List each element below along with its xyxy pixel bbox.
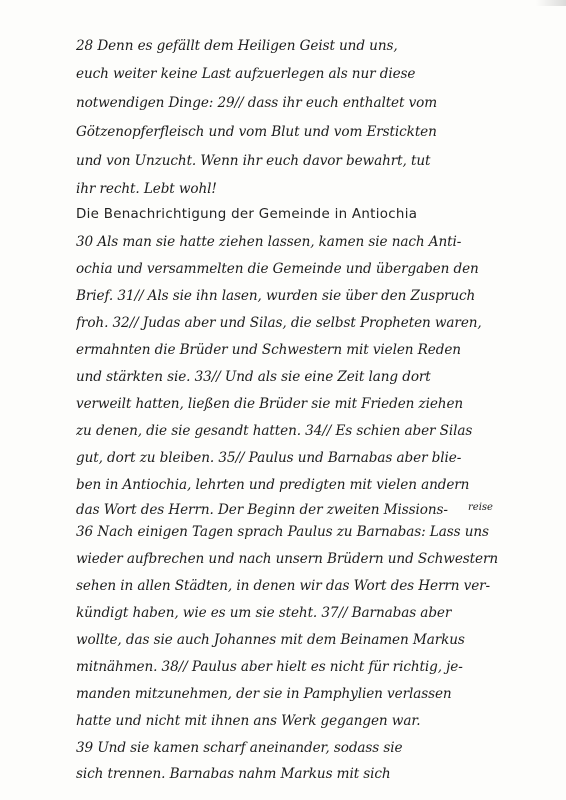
text-line-27: 39 Und sie kamen scharf aneinander, sodass sie	[76, 740, 403, 756]
text-line-9: ochia und versammelten die Gemeinde und übergaben den	[76, 261, 479, 277]
inserted-superscript: reise	[468, 502, 493, 513]
text-line-5: und von Unzucht. Wenn ihr euch davor bewahrt, tut	[76, 153, 431, 169]
text-line-18: das Wort des Herrn. Der Beginn der zweiten Missions-	[76, 502, 448, 518]
text-line-12: ermahnten die Brüder und Schwestern mit vielen Reden	[76, 342, 461, 358]
text-line-15: zu denen, die sie gesandt hatten. 34// Es schien aber Silas	[76, 423, 473, 439]
text-line-25: manden mitzunehmen, der sie in Pamphylien verlassen	[76, 686, 452, 702]
text-line-20: wieder aufbrechen und nach unsern Brüdern und Schwestern	[76, 551, 498, 567]
text-line-8: 30 Als man sie hatte ziehen lassen, kamen sie nach Anti-	[76, 234, 462, 250]
text-line-24: mitnähmen. 38// Paulus aber hielt es nicht für richtig, je-	[76, 659, 463, 675]
text-line-28: sich trennen. Barnabas nahm Markus mit sich	[76, 766, 391, 782]
text-line-6: ihr recht. Lebt wohl!	[76, 181, 217, 197]
section-heading-1: Die Benachrichtigung der Gemeinde in Antiochia	[76, 207, 418, 222]
text-line-13: und stärkten sie. 33// Und als sie eine Zeit lang dort	[76, 369, 431, 385]
text-line-10: Brief. 31// Als sie ihn lasen, wurden sie über den Zuspruch	[76, 288, 476, 304]
text-line-3: notwendigen Dinge: 29// dass ihr euch enthaltet vom	[76, 95, 438, 111]
text-line-2: euch weiter keine Last aufzuerlegen als nur diese	[76, 66, 416, 82]
text-line-4: Götzenopferfleisch und vom Blut und vom Erstickten	[76, 124, 437, 140]
text-line-14: verweilt hatten, ließen die Brüder sie mit Frieden ziehen	[76, 396, 464, 412]
text-line-16: gut, dort zu bleiben. 35// Paulus und Barnabas aber blie-	[76, 450, 462, 466]
text-line-19: 36 Nach einigen Tagen sprach Paulus zu Barnabas: Lass uns	[76, 524, 489, 540]
text-line-1: 28 Denn es gefällt dem Heiligen Geist und uns,	[76, 38, 398, 54]
text-line-21: sehen in allen Städten, in denen wir das Wort des Herrn ver-	[76, 578, 491, 594]
scan-edge-mark	[536, 0, 566, 6]
text-line-17: ben in Antiochia, lehrten und predigten mit vielen andern	[76, 477, 470, 493]
text-line-22: kündigt haben, wie es um sie steht. 37// Barnabas aber	[76, 605, 452, 621]
text-line-23: wollte, das sie auch Johannes mit dem Beinamen Markus	[76, 632, 465, 648]
text-line-11: froh. 32// Judas aber und Silas, die selbst Propheten waren,	[76, 315, 482, 331]
text-line-26: hatte und nicht mit ihnen ans Werk gegangen war.	[76, 713, 421, 729]
